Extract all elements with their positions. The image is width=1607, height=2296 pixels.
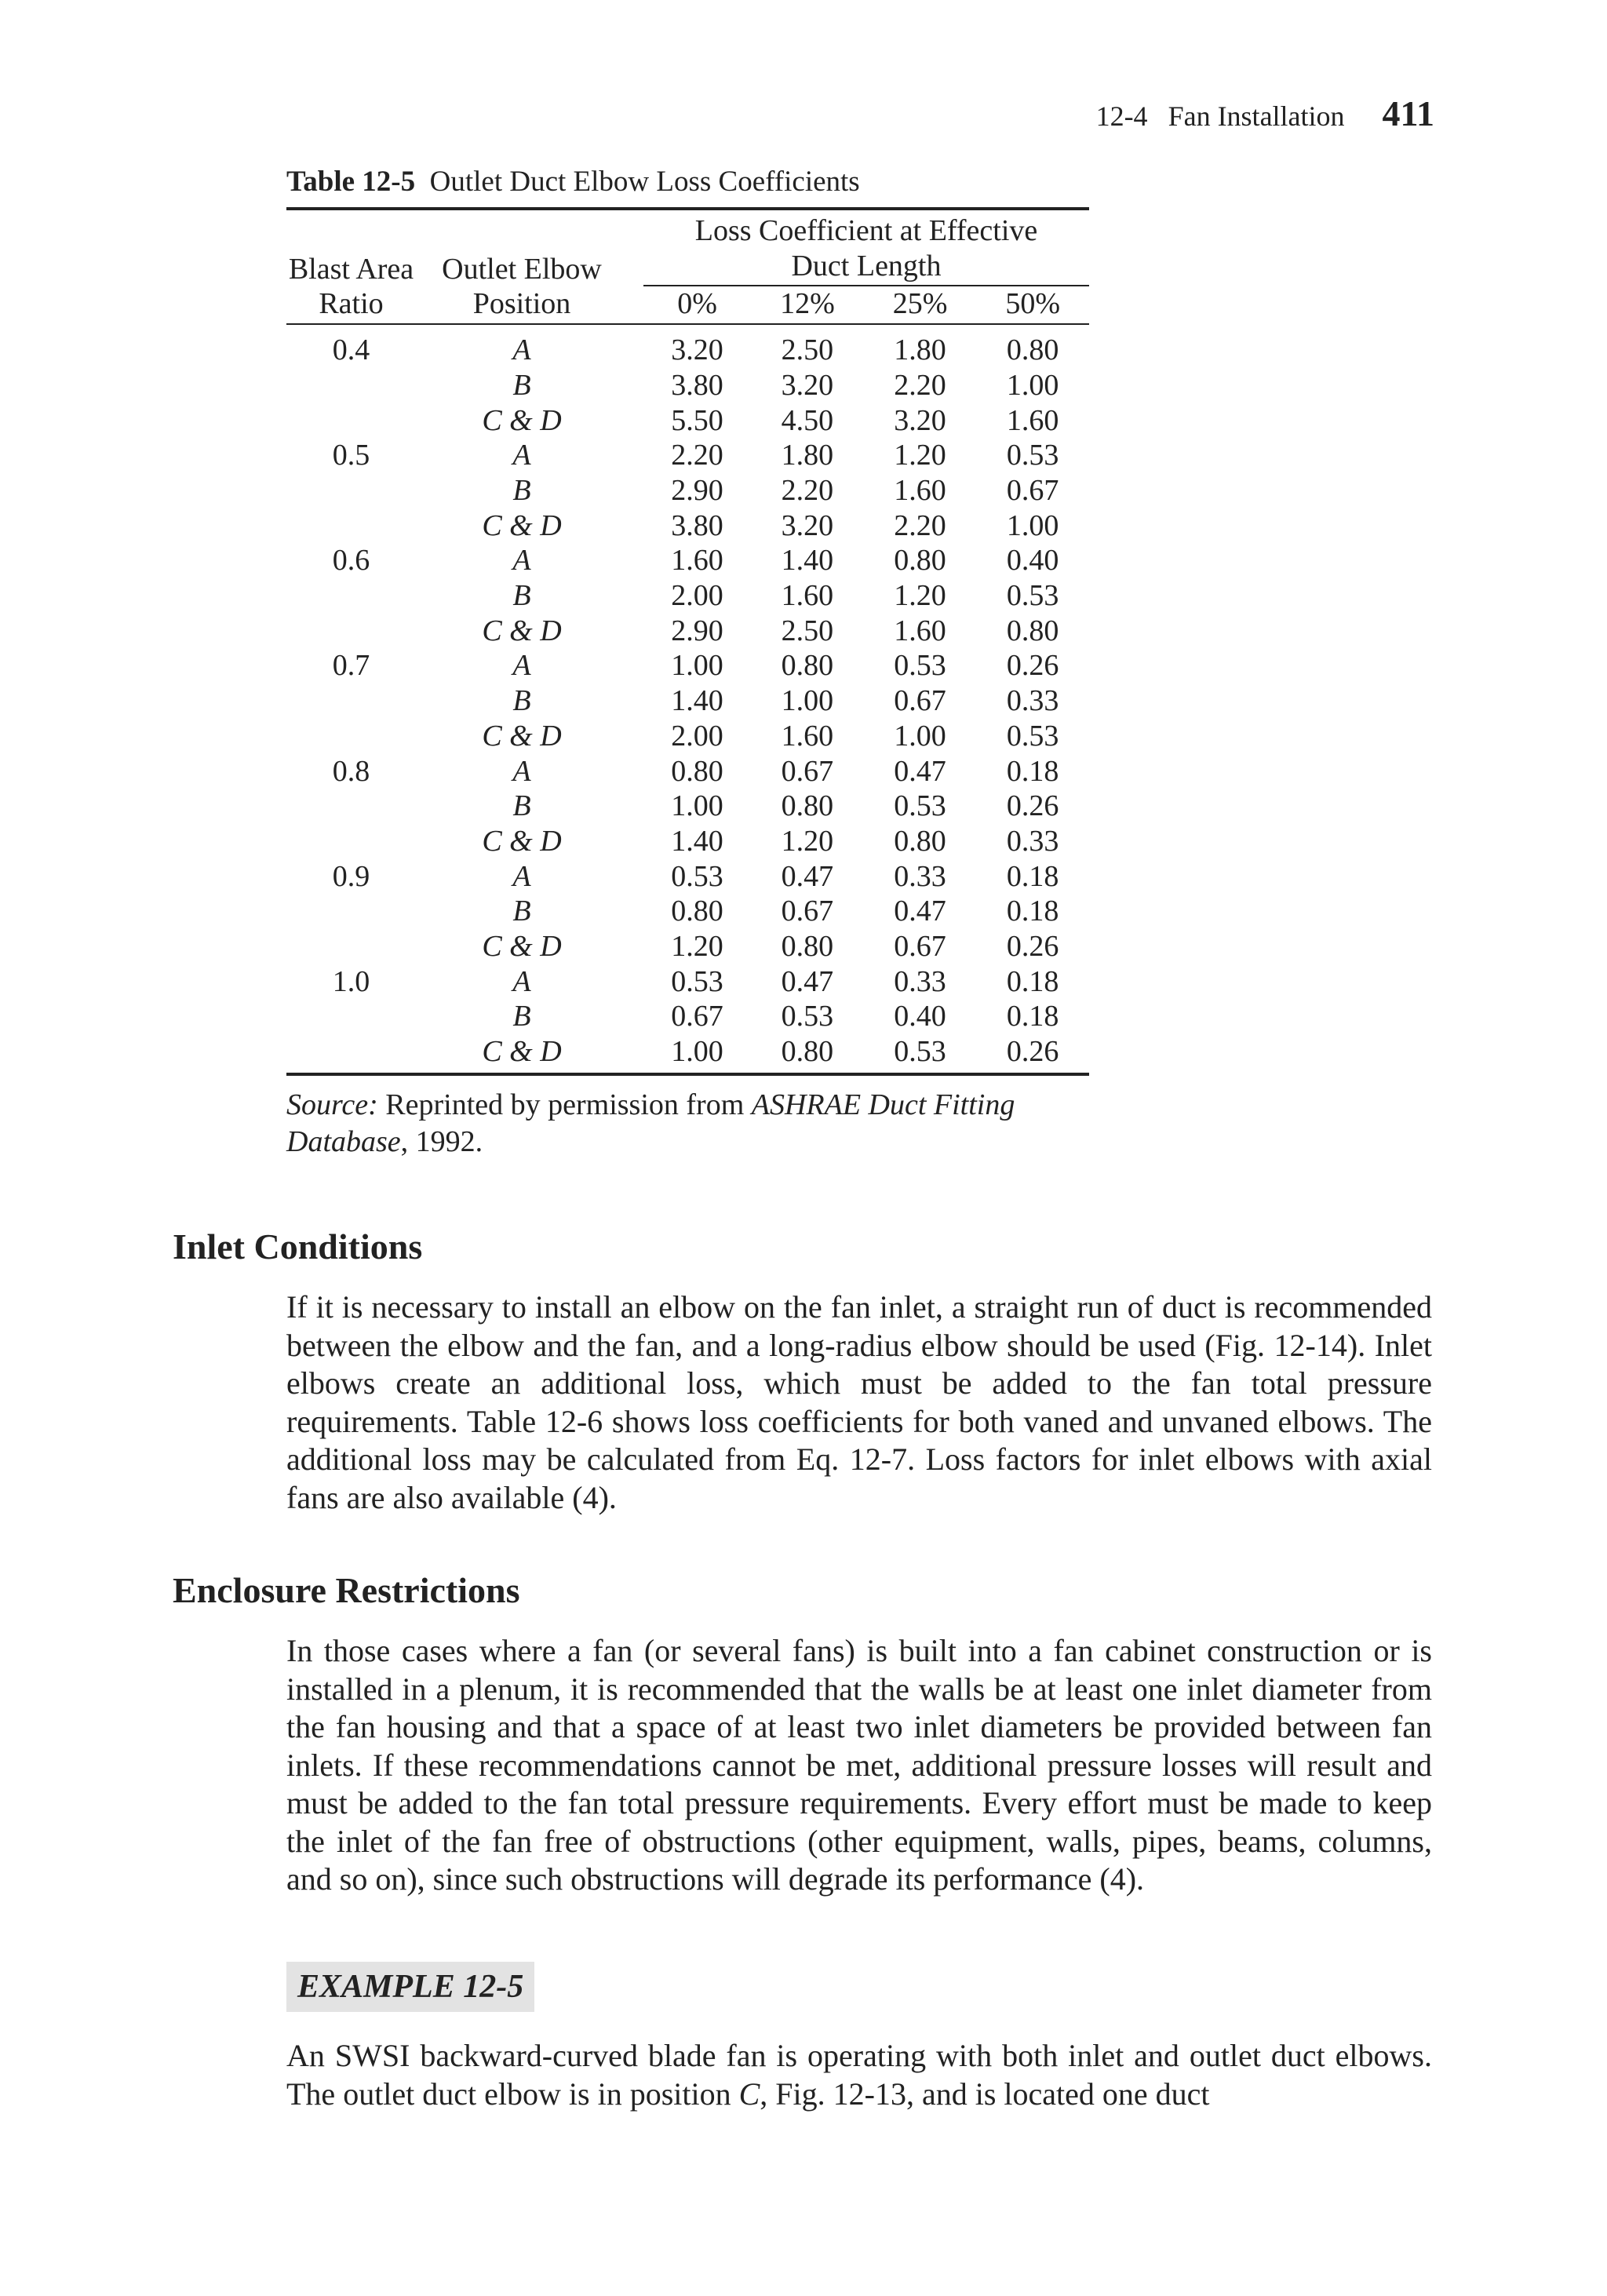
table-row [286,508,1089,544]
cell-loss-coefficient: 0.26 [976,1034,1089,1074]
cell-loss-coefficient: 1.00 [671,789,723,823]
cell-loss-coefficient: 0.53 [894,649,946,683]
running-head-section: 12-4 [1095,100,1148,132]
cell-elbow-position: A [512,964,531,998]
cell-loss-coefficient: 3.20 [781,368,834,402]
page-number: 411 [1382,93,1434,133]
table-row [286,473,1089,508]
cell-loss-coefficient: 1.00 [781,684,834,718]
cell-elbow-position: B [512,473,531,507]
cell-loss-coefficient: 1.20 [781,824,834,858]
table-label: Table 12-5 [286,166,416,198]
table-row [286,368,1089,403]
cell-loss-coefficient: 3.80 [671,368,723,402]
cell-loss-coefficient: 0.53 [894,789,946,823]
cell-blast-area-ratio [286,999,416,1034]
table-title: Outlet Duct Elbow Loss Coefficients [429,166,860,198]
cell-loss-coefficient: 2.20 [894,508,946,542]
cell-loss-coefficient: 1.20 [894,579,946,613]
column-header: 12% [751,286,864,324]
cell-loss-coefficient: 0.53 [864,1034,977,1074]
cell-loss-coefficient: 0.33 [894,859,946,893]
table-row [286,578,1089,614]
cell-loss-coefficient: 3.20 [671,333,723,367]
cell-loss-coefficient: 0.18 [1006,1000,1059,1033]
table-source-note [286,1087,1089,1161]
loss-coefficient-table [286,207,1089,1076]
cell-loss-coefficient: 0.80 [894,544,946,578]
cell-loss-coefficient: 0.67 [1006,473,1059,507]
cell-loss-coefficient: 3.20 [781,508,834,542]
cell-elbow-position: A [512,333,531,367]
cell-blast-area-ratio: 0.7 [332,649,370,683]
cell-loss-coefficient: 1.80 [894,333,946,367]
cell-loss-coefficient: 1.20 [894,439,946,472]
cell-loss-coefficient: 1.00 [643,1034,751,1074]
cell-loss-coefficient: 0.80 [1006,333,1059,367]
cell-loss-coefficient: 2.50 [781,333,834,367]
header-position-line1: Outlet Elbow [442,252,602,286]
cell-loss-coefficient: 0.67 [781,754,834,788]
cell-elbow-position: A [512,439,531,472]
header-blast-area-ratio [286,209,416,324]
cell-loss-coefficient: 0.67 [671,1000,723,1033]
cell-blast-area-ratio [286,614,416,649]
cell-loss-coefficient: 2.00 [671,579,723,613]
cell-elbow-position: C & D [482,508,562,542]
cell-loss-coefficient: 0.80 [781,930,834,964]
heading-enclosure-restrictions: Enclosure Restrictions [173,1570,520,1610]
cell-loss-coefficient: 0.26 [1006,930,1059,964]
cell-loss-coefficient: 0.67 [781,895,834,928]
source-label: Source: [286,1088,378,1121]
cell-blast-area-ratio: 0.5 [332,439,370,472]
cell-loss-coefficient: 5.50 [671,403,723,437]
table-row [286,929,1089,964]
cell-elbow-position: B [512,789,531,823]
cell-loss-coefficient: 0.80 [781,649,834,683]
cell-blast-area-ratio [286,368,416,403]
cell-elbow-position: C & D [482,719,562,753]
table-row [286,964,1089,1000]
cell-blast-area-ratio [286,683,416,719]
header-ratio-line1: Blast Area [288,252,414,286]
running-head-title: Fan Installation [1168,100,1345,132]
cell-elbow-position: C & D [482,930,562,964]
column-header: 50% [976,286,1089,324]
cell-loss-coefficient: 1.40 [671,824,723,858]
paragraph-enclosure-restrictions: In those cases where a fan (or several fans) is built into a fan cabinet construction or is installed in a plenum, it is recommended that the walls be at least one inlet diameter from the fan housing and that a space of at least two inlet diameters be provided between fan inlets. If these recommendations cannot be met, additional pressure losses will result and must be added to the fan total pressure requirements. Every effort must be made to keep the inlet of the fan free of obstructions (other equipment, walls, pipes, beams, columns, and so on), since such obstructions will degrade its performance (4). [286,1633,1432,1897]
cell-loss-coefficient: 0.53 [1006,719,1059,753]
cell-loss-coefficient: 2.90 [671,614,723,647]
table-row [286,859,1089,895]
cell-loss-coefficient: 0.67 [894,930,946,964]
cell-loss-coefficient: 0.40 [894,1000,946,1033]
table-row [286,789,1089,824]
cell-loss-coefficient: 0.47 [894,754,946,788]
cell-loss-coefficient: 0.18 [1006,895,1059,928]
cell-elbow-position: B [512,684,531,718]
table-row [286,1034,1089,1074]
cell-elbow-position: A [512,859,531,893]
cell-blast-area-ratio [286,1034,416,1074]
example-text-end: , Fig. 12-13, and is located one duct [760,2076,1210,2112]
example-position-letter: C [738,2076,760,2112]
table-caption [286,165,1089,207]
table-row [286,438,1089,473]
header-loss-coefficient-group [643,209,1089,286]
cell-loss-coefficient: 1.00 [1006,368,1059,402]
running-head [1096,93,1434,134]
table-row [286,648,1089,683]
cell-loss-coefficient: 1.80 [781,439,834,472]
cell-loss-coefficient: 0.80 [751,1034,864,1074]
header-position-line2: Position [472,287,571,321]
cell-loss-coefficient: 0.80 [781,789,834,823]
cell-blast-area-ratio: 1.0 [332,964,370,998]
cell-loss-coefficient: 1.00 [671,649,723,683]
cell-loss-coefficient: 1.40 [781,544,834,578]
cell-elbow-position: A [512,754,531,788]
cell-loss-coefficient: 0.80 [671,895,723,928]
source-year: , 1992. [400,1124,483,1158]
group-header-line1: Loss Coefficient at Effective [694,214,1038,247]
cell-blast-area-ratio [286,789,416,824]
cell-loss-coefficient: 0.53 [1006,439,1059,472]
cell-loss-coefficient: 1.20 [671,930,723,964]
cell-loss-coefficient: 2.20 [894,368,946,402]
cell-blast-area-ratio [286,824,416,859]
cell-loss-coefficient: 0.26 [1006,789,1059,823]
cell-elbow-position: B [512,1000,531,1033]
cell-blast-area-ratio: 0.4 [332,333,370,367]
cell-loss-coefficient: 1.40 [671,684,723,718]
table-row [286,683,1089,719]
cell-loss-coefficient: 2.00 [671,719,723,753]
example-label: EXAMPLE 12-5 [286,1962,534,2012]
cell-loss-coefficient: 0.47 [781,859,834,893]
header-outlet-elbow-position [416,209,643,324]
cell-loss-coefficient: 1.00 [1006,508,1059,542]
cell-loss-coefficient: 0.18 [1006,964,1059,998]
cell-loss-coefficient: 0.53 [671,964,723,998]
cell-loss-coefficient: 0.67 [894,684,946,718]
cell-loss-coefficient: 2.90 [671,473,723,507]
header-ratio-line2: Ratio [319,287,384,321]
cell-blast-area-ratio: 0.6 [332,544,370,578]
source-database-name: ASHRAE Duct Fitting Database [286,1088,1015,1158]
cell-loss-coefficient: 0.53 [1006,579,1059,613]
example-text-start: An SWSI backward-curved blade fan is operating with both inlet and outlet duct elbows. The outlet duct elbow is in position [286,2038,1432,2112]
column-header: 25% [864,286,977,324]
cell-blast-area-ratio [286,403,416,439]
cell-loss-coefficient: 4.50 [781,403,834,437]
cell-loss-coefficient: 1.60 [781,579,834,613]
cell-blast-area-ratio: 0.9 [332,859,370,893]
cell-loss-coefficient: 0.47 [894,895,946,928]
table-row [286,324,1089,368]
source-text: Reprinted by permission from [377,1088,752,1121]
cell-loss-coefficient: 1.60 [671,544,723,578]
cell-blast-area-ratio: 0.8 [332,754,370,788]
heading-inlet-conditions: Inlet Conditions [173,1226,423,1266]
cell-elbow-position: B [512,368,531,402]
group-header-line2: Duct Length [791,249,942,282]
cell-loss-coefficient: 1.60 [894,473,946,507]
table-row [286,824,1089,859]
cell-loss-coefficient: 2.20 [781,473,834,507]
paragraph-example [286,2037,1432,2113]
cell-blast-area-ratio [286,929,416,964]
cell-elbow-position: C & D [482,403,562,437]
cell-loss-coefficient: 0.26 [1006,649,1059,683]
table-row [286,614,1089,649]
cell-blast-area-ratio [286,719,416,754]
cell-elbow-position: A [512,649,531,683]
cell-loss-coefficient: 2.20 [671,439,723,472]
cell-elbow-position: C & D [482,824,562,858]
cell-blast-area-ratio [286,578,416,614]
cell-loss-coefficient: 0.18 [1006,754,1059,788]
cell-loss-coefficient: 0.33 [1006,684,1059,718]
paragraph-inlet-conditions: If it is necessary to install an elbow on the fan inlet, a straight run of duct is recommended between the elbow and the fan, and a long-radius elbow should be used (Fig. 12-14). Inlet elbows create an additional loss, which must be added to the fan total pressure requirements. Table 12-6 shows loss coefficients for both vaned and unvaned elbows. The additional loss may be calculated from Eq. 12-7. Loss factors for inlet elbows with axial fans are also available (4). [286,1289,1432,1515]
cell-loss-coefficient: 1.60 [1006,403,1059,437]
cell-loss-coefficient: 0.80 [894,824,946,858]
cell-loss-coefficient: 0.53 [781,1000,834,1033]
cell-loss-coefficient: 1.00 [894,719,946,753]
table-row [286,999,1089,1034]
cell-loss-coefficient: 0.40 [1006,544,1059,578]
cell-loss-coefficient: 1.60 [781,719,834,753]
cell-blast-area-ratio [286,894,416,929]
cell-loss-coefficient: 0.80 [671,754,723,788]
column-header: 0% [643,286,751,324]
cell-loss-coefficient: 3.80 [671,508,723,542]
cell-elbow-position: A [512,544,531,578]
cell-elbow-position: B [512,895,531,928]
cell-loss-coefficient: 0.33 [1006,824,1059,858]
table-row [286,403,1089,439]
cell-elbow-position: C & D [482,614,562,647]
cell-blast-area-ratio [286,473,416,508]
table-row [286,894,1089,929]
cell-loss-coefficient: 3.20 [894,403,946,437]
cell-loss-coefficient: 1.60 [894,614,946,647]
cell-loss-coefficient: 0.47 [781,964,834,998]
cell-elbow-position: B [512,579,531,613]
table-row [286,719,1089,754]
table-block [286,165,1089,1161]
cell-loss-coefficient: 2.50 [781,614,834,647]
cell-elbow-position: C & D [416,1034,643,1074]
cell-loss-coefficient: 0.33 [894,964,946,998]
cell-blast-area-ratio [286,508,416,544]
cell-loss-coefficient: 0.80 [1006,614,1059,647]
cell-loss-coefficient: 0.18 [1006,859,1059,893]
table-row [286,754,1089,789]
table-row [286,543,1089,578]
cell-loss-coefficient: 0.53 [671,859,723,893]
